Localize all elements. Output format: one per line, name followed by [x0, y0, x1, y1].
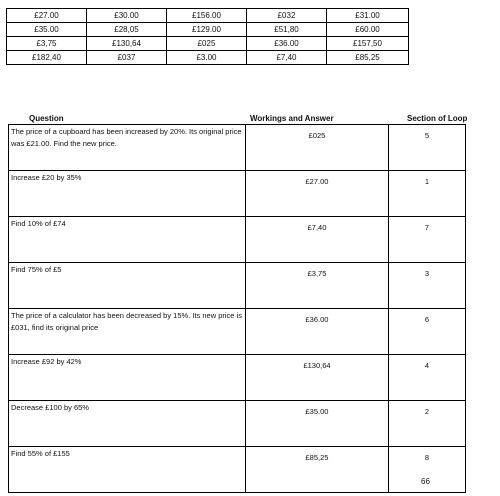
answer-text: £35.00 — [246, 401, 389, 447]
answer-grid-row — [7, 37, 409, 51]
answer-cell: £51,80 — [247, 23, 327, 37]
question-text: Increase £20 by 35% — [9, 171, 246, 217]
answer-text: £85,25 — [246, 447, 389, 493]
workings-header: Workings and Answer — [250, 114, 334, 123]
answer-grid-row — [7, 9, 409, 23]
section-number: 7 — [389, 217, 466, 263]
answer-cell: £025 — [167, 37, 247, 51]
question-row — [9, 447, 466, 493]
question-row — [9, 263, 466, 309]
answer-text: £36.00 — [246, 309, 389, 355]
answer-text: £025 — [246, 125, 389, 171]
answer-grid-row — [7, 23, 409, 37]
question-text: Increase £92 by 42% — [9, 355, 246, 401]
question-row — [9, 309, 466, 355]
answer-grid-row — [7, 51, 409, 65]
answer-cell: £3.00 — [167, 51, 247, 65]
question-text: The price of a calculator has been decreased by 15%. Its new price is £031, find its original price — [9, 309, 246, 355]
answer-cell: £85,25 — [327, 51, 409, 65]
answer-grid — [6, 8, 409, 65]
question-row — [9, 355, 466, 401]
section-number: 3 — [389, 263, 466, 309]
answer-cell: £032 — [247, 9, 327, 23]
answer-cell: £037 — [87, 51, 167, 65]
answer-cell: £35.00 — [7, 23, 87, 37]
page-number: 66 — [421, 477, 430, 486]
section-number: 5 — [389, 125, 466, 171]
answer-cell: £27.00 — [7, 9, 87, 23]
answer-text: £7,40 — [246, 217, 389, 263]
answer-cell: £30.00 — [87, 9, 167, 23]
question-text: Find 55% of £155 — [9, 447, 246, 493]
answer-cell: £157,50 — [327, 37, 409, 51]
answer-cell: £156.00 — [167, 9, 247, 23]
answer-cell: £36.00 — [247, 37, 327, 51]
answer-cell: £130,64 — [87, 37, 167, 51]
answer-cell: £3,75 — [7, 37, 87, 51]
question-row — [9, 171, 466, 217]
question-text: Decrease £100 by 65% — [9, 401, 246, 447]
answer-cell: £7,40 — [247, 51, 327, 65]
question-table — [8, 124, 466, 493]
answer-cell: £31.00 — [327, 9, 409, 23]
question-row — [9, 217, 466, 263]
section-number: 8 — [389, 447, 466, 493]
section-number: 2 — [389, 401, 466, 447]
answer-text: £130,64 — [246, 355, 389, 401]
section-number: 6 — [389, 309, 466, 355]
answer-text: £27.00 — [246, 171, 389, 217]
answer-cell: £60.00 — [327, 23, 409, 37]
question-header: Question — [29, 114, 64, 123]
section-header: Section of Loop — [407, 114, 468, 123]
question-text: Find 10% of £74 — [9, 217, 246, 263]
question-text: Find 75% of £5 — [9, 263, 246, 309]
answer-cell: £28,05 — [87, 23, 167, 37]
section-number: 4 — [389, 355, 466, 401]
answer-cell: £182,40 — [7, 51, 87, 65]
answer-text: £3,75 — [246, 263, 389, 309]
question-text: The price of a cupboard has been increased by 20%. Its original price was £21.00. Find the new price. — [9, 125, 246, 171]
question-row — [9, 125, 466, 171]
answer-cell: £129.00 — [167, 23, 247, 37]
question-row — [9, 401, 466, 447]
section-number: 1 — [389, 171, 466, 217]
